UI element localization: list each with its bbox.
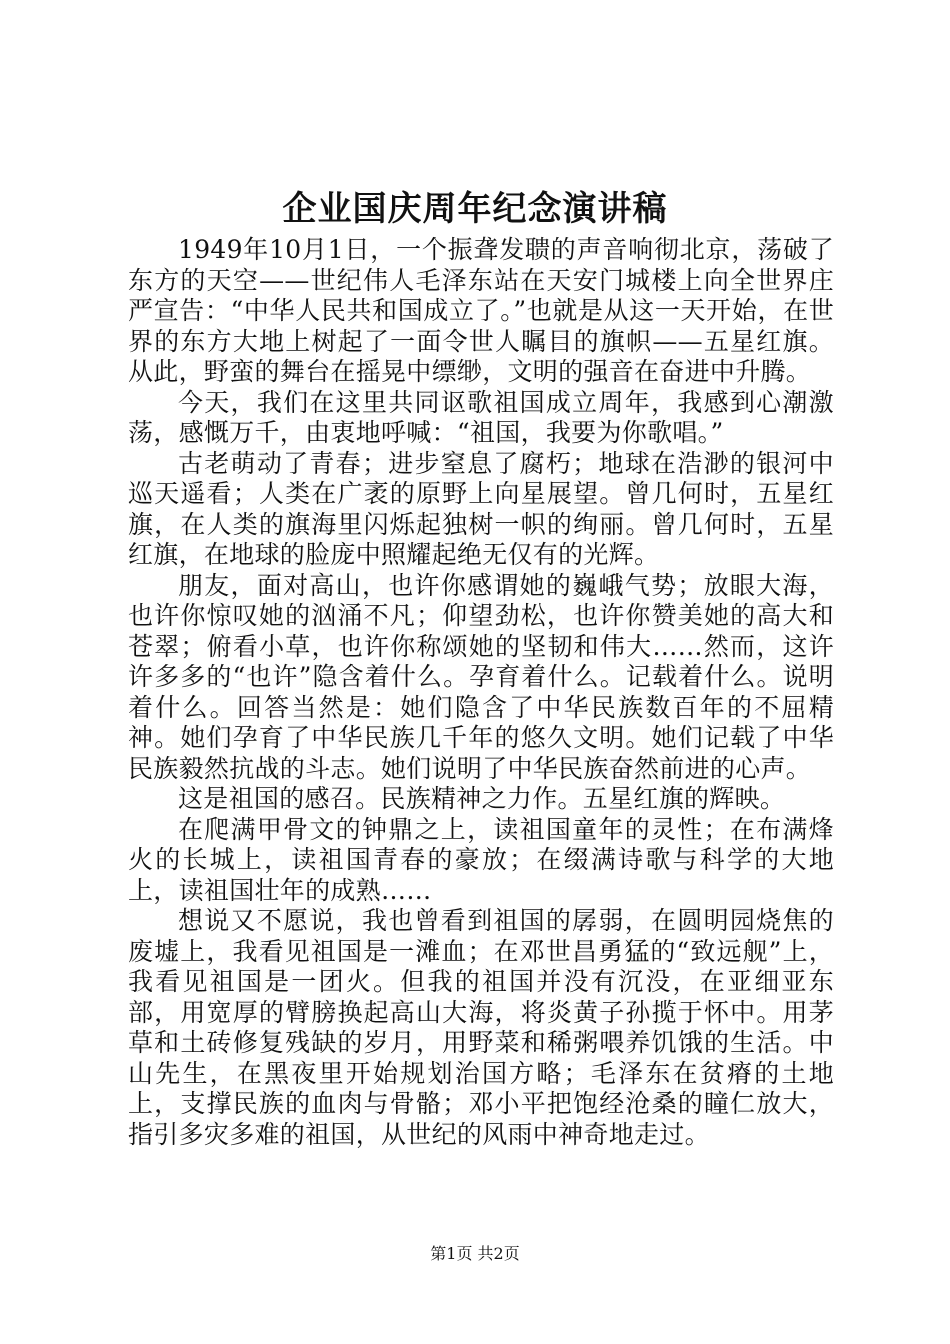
paragraph: 古老萌动了青春；进步窒息了腐朽；地球在浩渺的银河中巡天遥看；人类在广袤的原野上向星展望。曾几何时，五星红旗，在人类的旗海里闪烁起独树一帜的绚丽。曾几何时，五星红旗，在地球的脸庞中照耀起绝无仅有的光辉。 xyxy=(128,448,834,569)
paragraph: 今天，我们在这里共同讴歌祖国成立周年，我感到心潮激荡，感慨万千，由衷地呼喊：“祖国，我要为你歌唱。” xyxy=(128,387,834,447)
document-body xyxy=(128,235,834,1150)
paragraph: 朋友，面对高山，也许你感谓她的巍峨气势；放眼大海，也许你惊叹她的汹涌不凡；仰望劲松，也许你赞美她的高大和苍翠；俯看小草，也许你称颂她的坚韧和伟大……然而，这许许多多的“也许”隐含着什么。孕育着什么。记载着什么。说明着什么。回答当然是：她们隐含了中华民族数百年的不屈精神。她们孕育了中华民族几千年的悠久文明。她们记载了中华民族毅然抗战的斗志。她们说明了中华民族奋然前进的心声。 xyxy=(128,570,834,783)
paragraph: 在爬满甲骨文的钟鼎之上，读祖国童年的灵性；在布满烽火的长城上，读祖国青春的豪放；在缀满诗歌与科学的大地上，读祖国壮年的成熟…… xyxy=(128,814,834,905)
paragraph: 这是祖国的感召。民族精神之力作。五星红旗的辉映。 xyxy=(178,784,786,813)
paragraph: 1949年10月1日，一个振聋发聩的声音响彻北京，荡破了东方的天空——世纪伟人毛泽东站在天安门城楼上向全世界庄严宣告：“中华人民共和国成立了。”也就是从这一天开始，在世界的东方大地上树起了一面令世人瞩目的旗帜——五星红旗。从此，野蛮的舞台在摇晃中缥缈，文明的强音在奋进中升腾。 xyxy=(128,235,834,386)
page-number-footer: 第1页 共2页 xyxy=(430,1244,520,1263)
paragraph: 想说又不愿说，我也曾看到祖国的孱弱，在圆明园烧焦的废墟上，我看见祖国是一滩血；在邓世昌勇猛的“致远舰”上，我看见祖国是一团火。但我的祖国并没有沉没，在亚细亚东部，用宽厚的臂膀换起高山大海，将炎黄子孙揽于怀中。用茅草和土砖修复残缺的岁月，用野菜和稀粥喂养饥饿的生活。中山先生，在黑夜里开始规划治国方略；毛泽东在贫瘠的土地上，支撑民族的血肉与骨骼；邓小平把饱经沧桑的瞳仁放大，指引多灾多难的祖国，从世纪的风雨中神奇地走过。 xyxy=(128,906,834,1149)
document-title: 企业国庆周年纪念演讲稿 xyxy=(282,189,668,229)
